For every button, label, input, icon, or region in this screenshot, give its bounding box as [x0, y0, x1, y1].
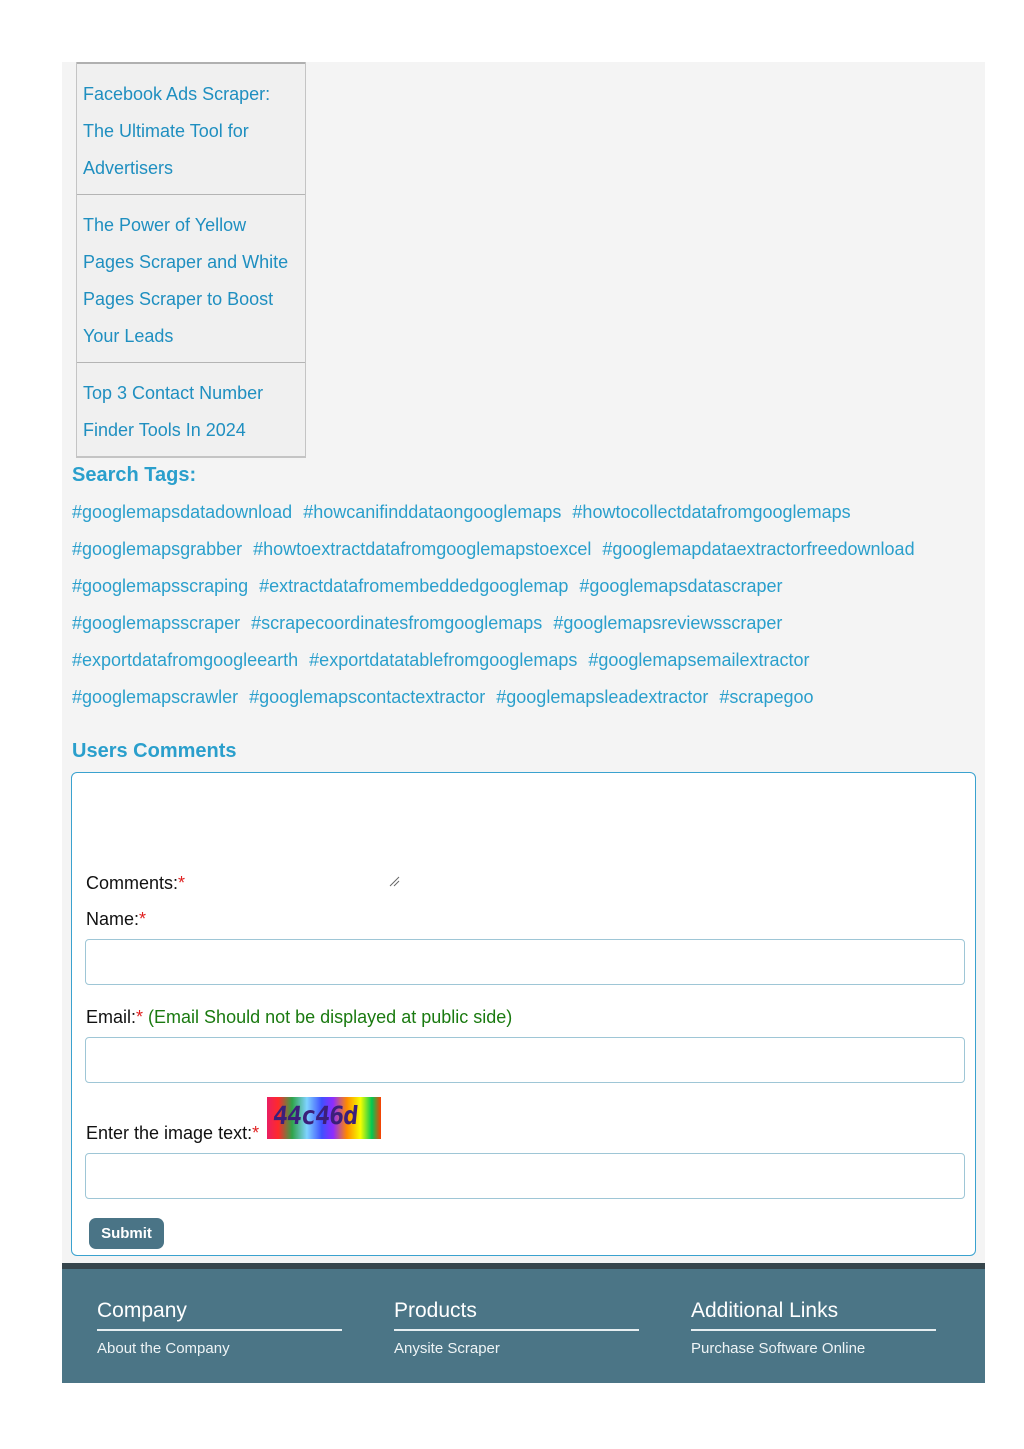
footer-heading: Products [394, 1299, 639, 1331]
footer-link-about[interactable]: About the Company [97, 1340, 230, 1357]
search-tags-heading: Search Tags: [72, 464, 197, 486]
footer-heading: Additional Links [691, 1299, 936, 1331]
related-posts-list [76, 62, 306, 458]
textarea-resize-icon[interactable] [388, 875, 400, 887]
tag-link[interactable]: #googlemapscontactextractor [249, 687, 486, 707]
required-mark: * [252, 1123, 260, 1143]
tag-link[interactable]: #howcanifinddataongooglemaps [303, 502, 562, 522]
footer-company [97, 1299, 342, 1357]
email-privacy-note: (Email Should not be displayed at public side) [148, 1007, 513, 1027]
footer-products [394, 1299, 639, 1357]
tag-link[interactable]: #exportdatatablefromgooglemaps [309, 650, 578, 670]
footer-heading: Company [97, 1299, 342, 1331]
submit-button[interactable]: Submit [89, 1218, 164, 1249]
footer-link-anysite[interactable]: Anysite Scraper [394, 1340, 500, 1357]
tag-link[interactable]: #googlemapdataextractorfreedownload [602, 539, 915, 559]
tag-link[interactable]: #googlemapsscraper [72, 613, 241, 633]
name-label: Name:* [86, 909, 147, 929]
footer-link-purchase[interactable]: Purchase Software Online [691, 1340, 866, 1357]
tag-link[interactable]: #googlemapsemailextractor [588, 650, 810, 670]
captcha-text: 44c46d [271, 1101, 359, 1130]
users-comments-heading: Users Comments [72, 740, 237, 762]
tag-link[interactable]: #exportdatafromgoogleearth [72, 650, 299, 670]
tag-link[interactable]: #googlemapsleadextractor [496, 687, 709, 707]
page-content [62, 62, 985, 1377]
related-post-link[interactable]: The Power of Yellow Pages Scraper and White Pages Scraper to Boost Your Leads [83, 215, 289, 346]
tag-link[interactable]: #howtoextractdatafromgooglemapstoexcel [253, 539, 592, 559]
tag-link[interactable]: #scrapegoo [719, 687, 814, 707]
tag-link[interactable]: #googlemapsscraping [72, 576, 249, 596]
related-post-link[interactable]: Facebook Ads Scraper: The Ultimate Tool for Advertisers [83, 84, 271, 178]
required-mark: * [178, 873, 186, 893]
tag-link[interactable]: #googlemapsdatadownload [72, 502, 293, 522]
captcha-image [267, 1097, 381, 1139]
tag-link[interactable]: #howtocollectdatafromgooglemaps [572, 502, 851, 522]
footer-additional [691, 1299, 936, 1357]
captcha-input[interactable] [85, 1153, 965, 1199]
name-input[interactable] [85, 939, 965, 985]
list-item [77, 362, 305, 456]
tag-link[interactable]: #googlemapsreviewsscraper [553, 613, 783, 633]
comments-label: Comments:* [86, 873, 186, 893]
site-footer [62, 1263, 985, 1383]
captcha-label: Enter the image text:* [86, 1123, 260, 1143]
tag-link[interactable]: #extractdatafromembeddedgooglemap [259, 576, 569, 596]
list-item [77, 62, 305, 194]
tag-link[interactable]: #googlemapsgrabber [72, 539, 243, 559]
list-item [77, 194, 305, 362]
comment-form [71, 772, 976, 1256]
tag-link[interactable]: #scrapecoordinatesfromgooglemaps [251, 613, 543, 633]
tag-link[interactable]: #googlemapsdatascraper [579, 576, 783, 596]
related-post-link[interactable]: Top 3 Contact Number Finder Tools In 2024 [83, 383, 264, 440]
required-mark: * [136, 1007, 144, 1027]
search-tags-list [72, 494, 972, 716]
required-mark: * [139, 909, 147, 929]
email-label: Email:* (Email Should not be displayed at public side) [86, 1007, 513, 1027]
email-input[interactable] [85, 1037, 965, 1083]
tag-link[interactable]: #googlemapscrawler [72, 687, 239, 707]
